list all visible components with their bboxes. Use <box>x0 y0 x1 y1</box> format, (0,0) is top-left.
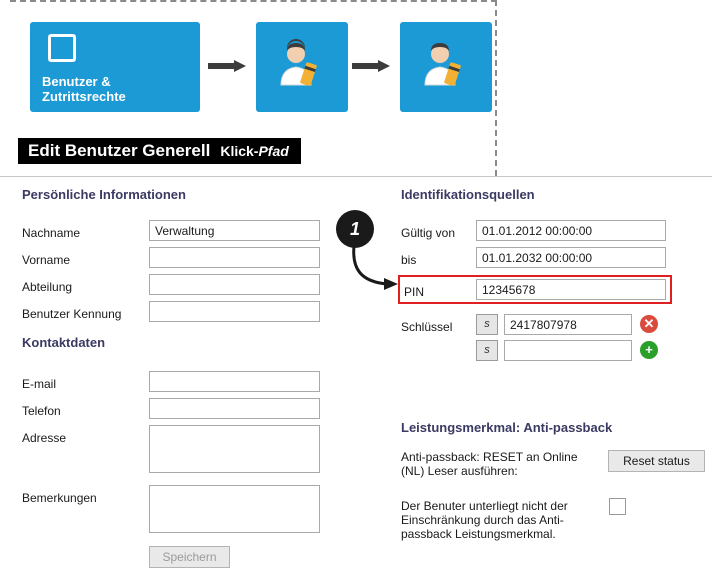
flow-node-benutzer-zutrittsrechte[interactable] <box>30 22 200 112</box>
flow-diagram <box>18 6 498 122</box>
label-pin: PIN <box>404 285 425 299</box>
flow-arrow-2 <box>352 60 394 72</box>
label-bemerkungen: Bemerkungen <box>22 491 97 505</box>
save-button[interactable]: Speichern <box>149 546 230 568</box>
callout-badge-1: 1 <box>336 210 374 248</box>
flow-arrow-1 <box>208 60 250 72</box>
callout-arrow <box>338 240 404 296</box>
flow-node-label-line1: Benutzer & <box>42 74 111 89</box>
label-vorname: Vorname <box>22 253 71 267</box>
input-schluessel-1[interactable] <box>504 314 632 335</box>
label-bis: bis <box>401 253 417 267</box>
input-email[interactable] <box>149 371 320 392</box>
input-pin[interactable] <box>476 279 666 300</box>
label-benutzer-kennung: Benutzer Kennung <box>22 307 122 321</box>
delete-circle-icon[interactable]: ✕ <box>640 315 658 333</box>
antipassback-reset-text: Anti-passback: RESET an Online (NL) Leser ausführen: <box>401 450 578 478</box>
input-telefon[interactable] <box>149 398 320 419</box>
input-benutzer-kennung[interactable] <box>149 301 320 322</box>
label-gueltig-von: Gültig von <box>401 226 456 240</box>
flow-node-label <box>42 74 126 104</box>
page-title: Edit Benutzer Generell <box>28 141 211 160</box>
section-heading-personal: Persönliche Informationen <box>22 187 186 202</box>
page-title-bar <box>18 138 301 164</box>
page-title-sub-italic: Pfad <box>258 143 289 159</box>
reset-status-button[interactable]: Reset status <box>608 450 705 472</box>
divider <box>0 176 712 177</box>
antipassback-exempt-text: Der Benuter unterliegt nicht der Einschränkung durch das Anti-passback Leistungsmerkmal. <box>401 499 568 541</box>
flow-node-label-line2: Zutrittsrechte <box>42 89 126 104</box>
section-heading-antipassback: Leistungsmerkmal: Anti-passback <box>401 420 613 435</box>
label-email: E-mail <box>22 377 57 391</box>
antipassback-exempt-checkbox[interactable] <box>609 498 626 515</box>
label-telefon: Telefon <box>22 404 61 418</box>
input-abteilung[interactable] <box>149 274 320 295</box>
section-heading-identification: Identifikationsquellen <box>401 187 535 202</box>
flow-node-person-2[interactable] <box>400 22 492 112</box>
input-gueltig-von[interactable] <box>476 220 666 241</box>
input-adresse[interactable] <box>149 425 320 473</box>
label-adresse: Adresse <box>22 431 67 445</box>
person-card-icon <box>418 39 474 95</box>
section-heading-contact: Kontaktdaten <box>22 335 106 350</box>
label-abteilung: Abteilung <box>22 280 73 294</box>
key-prefix-button-2[interactable]: s <box>476 340 498 361</box>
label-schluessel: Schlüssel <box>401 320 453 334</box>
square-outline-icon <box>48 34 76 62</box>
person-card-icon <box>274 39 330 95</box>
input-schluessel-2[interactable] <box>504 340 632 361</box>
page-title-sub-prefix: Klick- <box>220 143 259 159</box>
input-vorname[interactable] <box>149 247 320 268</box>
input-bis[interactable] <box>476 247 666 268</box>
flow-node-person-1[interactable] <box>256 22 348 112</box>
input-bemerkungen[interactable] <box>149 485 320 533</box>
page-title-subtitle <box>220 143 288 159</box>
label-nachname: Nachname <box>22 226 81 240</box>
key-prefix-button-1[interactable]: s <box>476 314 498 335</box>
input-nachname[interactable] <box>149 220 320 241</box>
add-circle-icon[interactable]: + <box>640 341 658 359</box>
